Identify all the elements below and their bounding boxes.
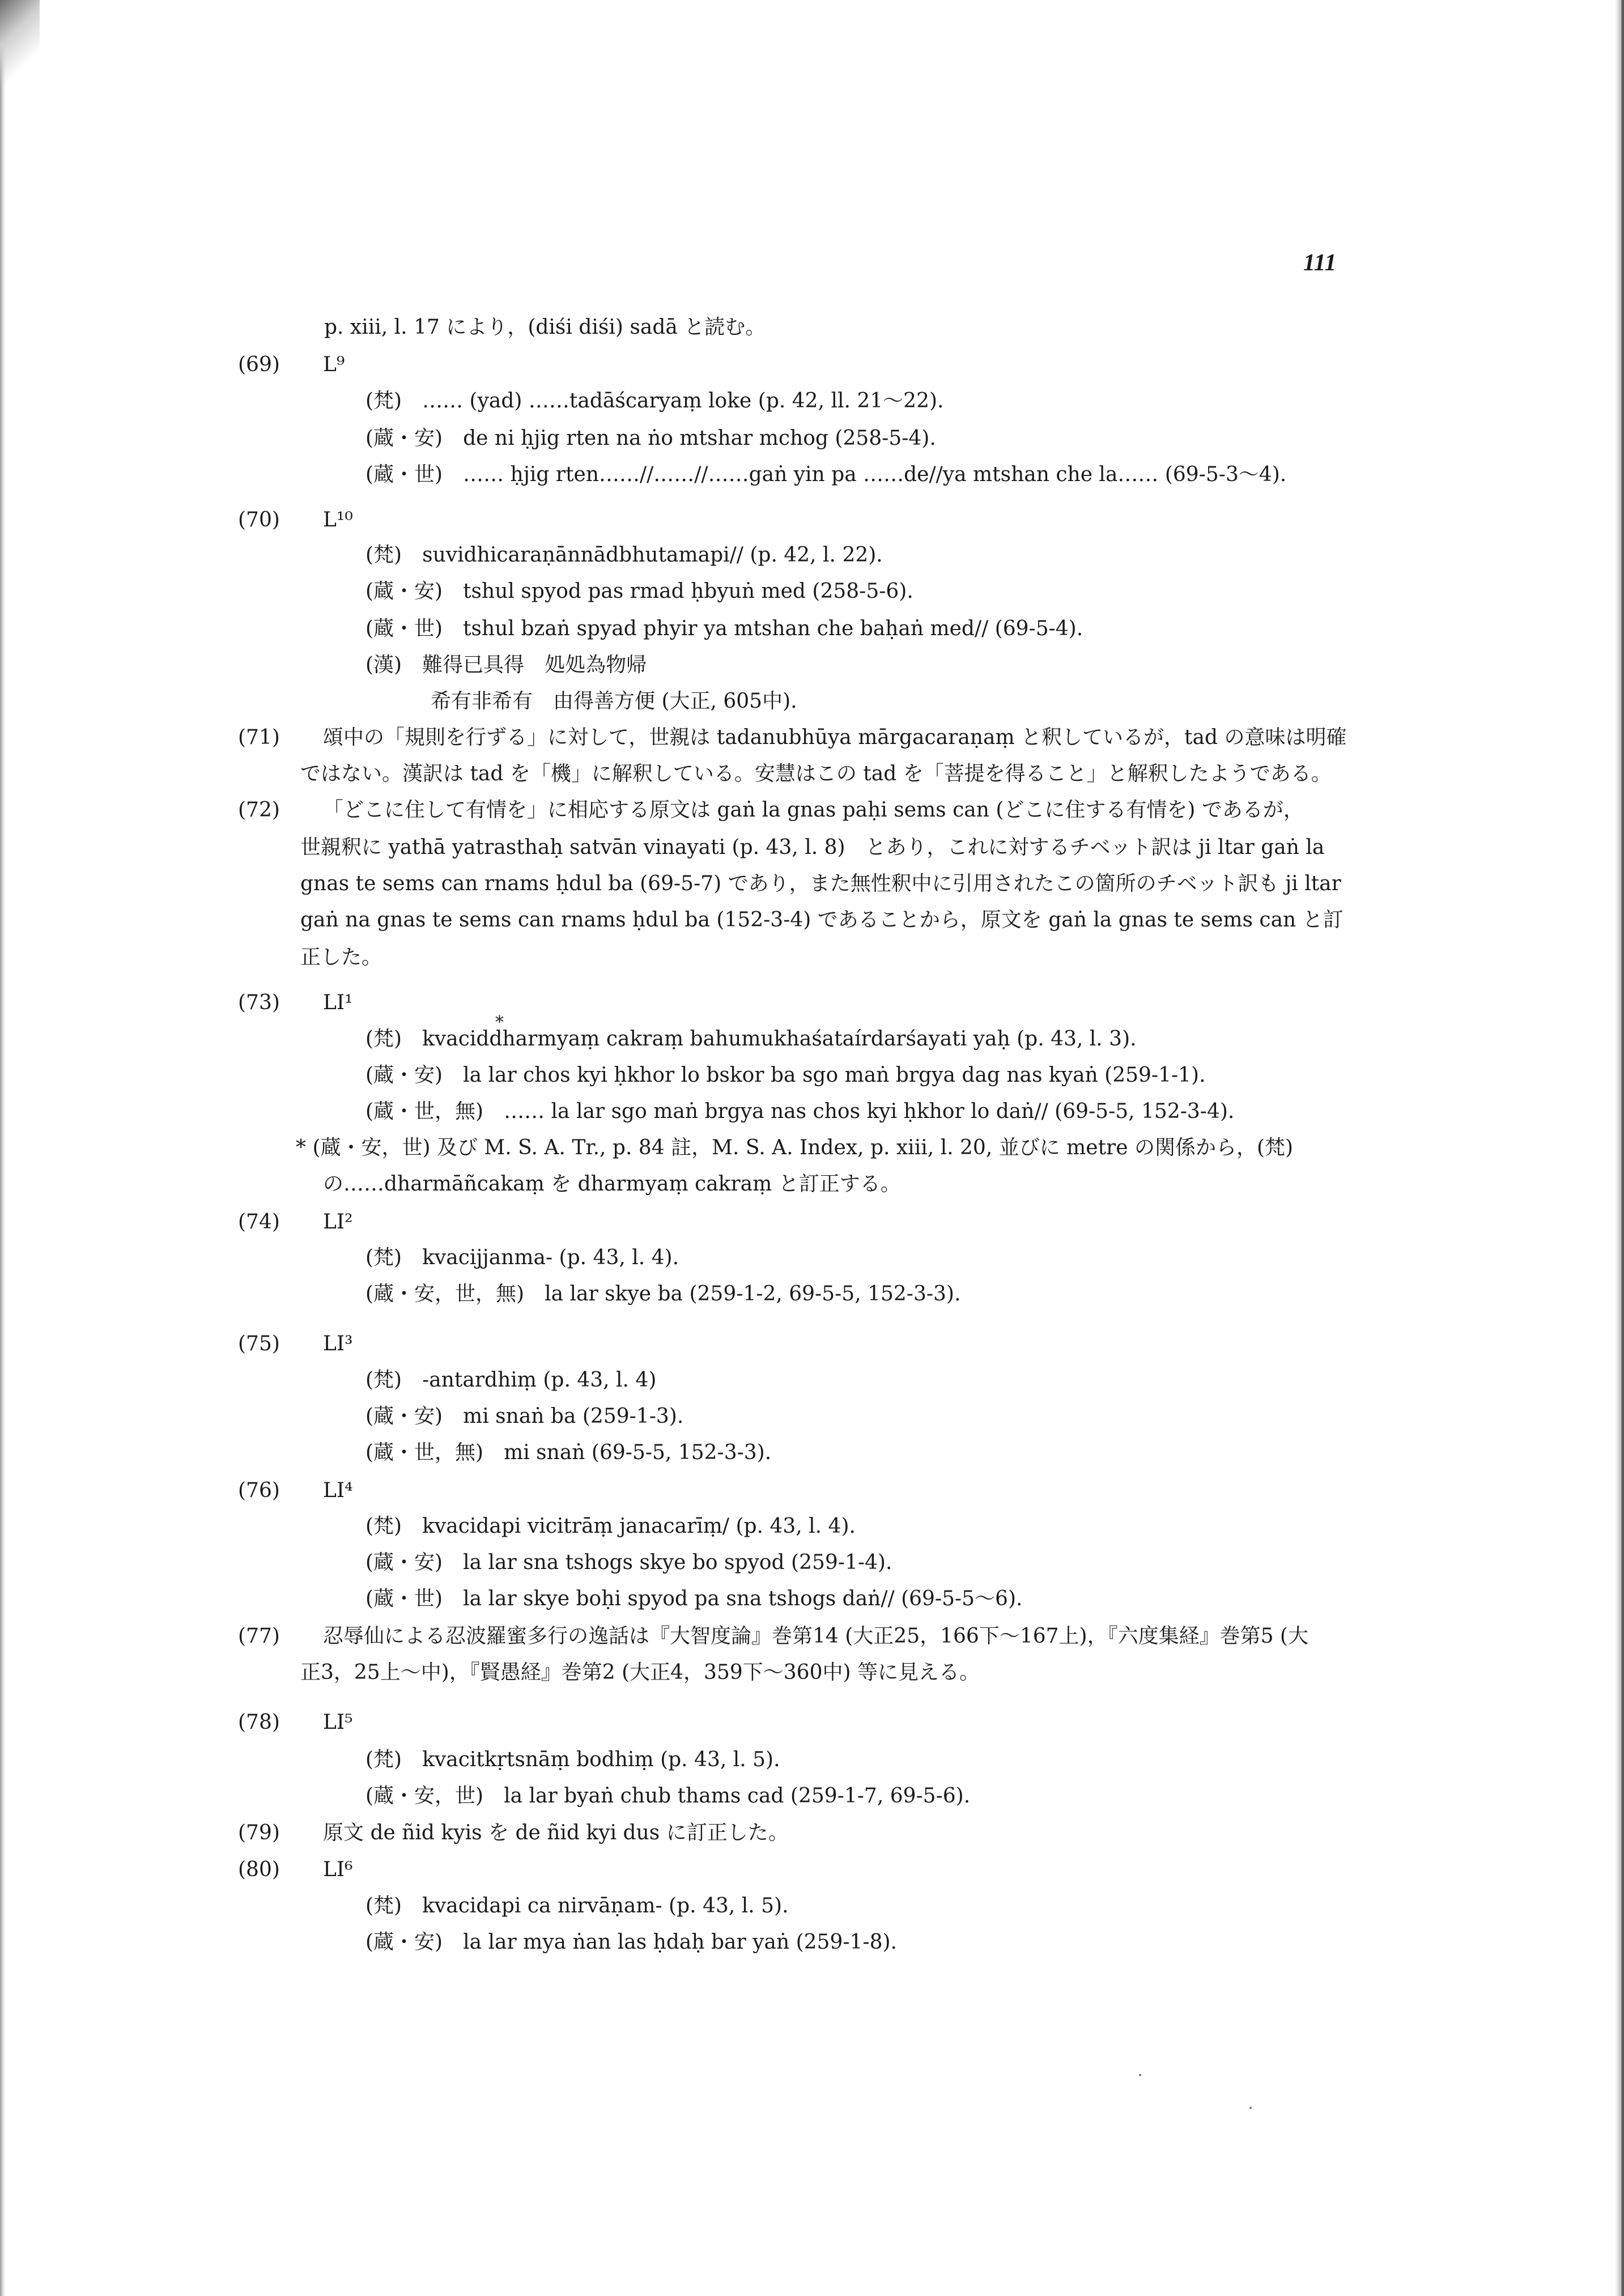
text-line: (蔵・世，無) …… la lar sgo maṅ brgya nas chos kyi ḥkhor lo daṅ// (69-5-5, 152-3-4).: [365, 1100, 1235, 1123]
text-line: (梵) kvacidapi vicitrāṃ janacarīṃ/ (p. 43, l. 4).: [365, 1515, 856, 1538]
text-line: (蔵・安) mi snaṅ ba (259-1-3).: [365, 1405, 684, 1428]
text-line: (梵) kvaciddharmyaṃ cakraṃ bahumukhaśataírdarśayati yaḥ (p. 43, l. 3).: [365, 1027, 1137, 1051]
text-line: (蔵・安) de ni ḥjig rten na ṅo mtshar mchog (258-5-4).: [365, 427, 936, 450]
text-line: (蔵・安，世) la lar byaṅ chub thams cad (259-1-7, 69-5-6).: [365, 1784, 971, 1808]
page-edge-left: [0, 0, 6, 2296]
note-number-70: (70): [238, 508, 280, 532]
note-number-73: (73): [238, 991, 280, 1014]
footnote-line: の……dharmāñcakaṃ を dharmyaṃ cakraṃ と訂正する。: [323, 1172, 901, 1196]
text-line: 世親釈に yathā yatrasthaḥ satvān vinayati (p. 43, l. 8) とあり，これに対するチベット訳は ji ltar gaṅ la: [300, 836, 1325, 859]
note-label: L¹⁰: [323, 508, 353, 532]
note-number-71: (71): [238, 726, 280, 749]
note-number-74: (74): [238, 1210, 280, 1234]
page-corner-shadow: [0, 0, 40, 91]
text-line: (梵) kvacidapi ca nirvāṇam- (p. 43, l. 5).: [365, 1894, 789, 1917]
text-line: 「どこに住して有情を」に相応する原文は gaṅ la gnas paḥi sems can (どこに住する有情を) であるが，: [323, 798, 1304, 822]
text-line: 頌中の「規則を行ずる」に対して，世親は tadanubhūya mārgacaraṇaṃ と釈しているが，tad の意味は明確: [323, 726, 1347, 749]
text-line: (梵) kvacitkṛtsnāṃ bodhiṃ (p. 43, l. 5).: [365, 1748, 780, 1771]
note-label: LI¹: [323, 991, 353, 1014]
text-line: 原文 de ñid kyis を de ñid kyi dus に訂正した。: [323, 1821, 789, 1844]
note-label: LI²: [323, 1210, 353, 1234]
text-line: 正3，25上～中)，『賢愚経』巻第2 (大正4，359下～360中) 等に見える。: [300, 1661, 980, 1684]
text-line: (蔵・安，世，無) la lar skye ba (259-1-2, 69-5-5, 152-3-3).: [365, 1282, 961, 1306]
text-line: (蔵・安) la lar mya ṅan las ḥdaḥ bar yaṅ (259-1-8).: [365, 1931, 897, 1954]
text-line: (蔵・安) la lar chos kyi ḥkhor lo bskor ba sgo maṅ brgya dag nas kyaṅ (259-1-1).: [365, 1064, 1206, 1087]
note-number-69: (69): [238, 353, 280, 376]
text-line: (漢) 難得已具得 処処為物帰: [365, 653, 647, 677]
page-edge-right: [1615, 0, 1624, 2296]
note-label: LI³: [323, 1332, 353, 1355]
note-number-78: (78): [238, 1711, 280, 1734]
text-line: p. xiii, l. 17 により，(diśi diśi) sadā と読む。: [324, 316, 766, 339]
text-line: 正した。: [300, 946, 382, 969]
note-number-77: (77): [238, 1625, 280, 1648]
text-line: (梵) …… (yad) ……tadāścaryaṃ loke (p. 42, ll. 21～22).: [365, 389, 944, 413]
text-line: (梵) -antardhiṃ (p. 43, l. 4): [365, 1368, 657, 1392]
text-line: gaṅ na gnas te sems can rnams ḥdul ba (152-3-4) であることから，原文を gaṅ la gnas te sems can と訂: [300, 908, 1344, 932]
text-line: (梵) kvacijjanma- (p. 43, l. 4).: [365, 1246, 679, 1269]
footnote-line: * (蔵・安，世) 及び M. S. A. Tr., p. 84 註，M. S. A. Index, p. xiii, l. 20, 並びに metre の関係から，(梵): [296, 1136, 1294, 1159]
note-number-76: (76): [238, 1479, 280, 1502]
note-number-75: (75): [238, 1332, 280, 1355]
note-number-72: (72): [238, 798, 280, 822]
text-line: (蔵・世) …… ḥjig rten……//……//……gaṅ yin pa ……de//ya mtshan che la…… (69-5-3～4).: [365, 463, 1287, 486]
text-line: (梵) suvidhicaraṇānnādbhutamapi// (p. 42, l. 22).: [365, 543, 883, 567]
note-number-80: (80): [238, 1858, 280, 1881]
text-line: (蔵・世，無) mi snaṅ (69-5-5, 152-3-3).: [365, 1441, 772, 1464]
text-line: (蔵・安) la lar sna tshogs skye bo spyod (259-1-4).: [365, 1551, 892, 1574]
note-label: LI⁴: [323, 1479, 353, 1502]
text-line: 希有非希有 由得善方便 (大正, 605中).: [431, 690, 797, 713]
note-label: L⁹: [323, 353, 345, 376]
note-number-79: (79): [238, 1821, 280, 1844]
page-number: 111: [1303, 250, 1337, 276]
text-line: (蔵・安) tshul spyod pas rmad ḥbyuṅ med (258-5-6).: [365, 580, 913, 603]
note-label: LI⁵: [323, 1711, 353, 1734]
text-line: ではない。漢訳は tad を「機」に解釈している。安慧はこの tad を「菩提を得ること」と解釈したようである。: [300, 762, 1332, 785]
note-label: LI⁶: [323, 1858, 353, 1881]
text-line: 忍辱仙による忍波羅蜜多行の逸話は『大智度論』巻第14 (大正25，166下～167上)，『六度集経』巻第5 (大: [323, 1625, 1308, 1648]
asterisk-mark: *: [495, 1013, 504, 1032]
text-line: gnas te sems can rnams ḥdul ba (69-5-7) であり，また無性釈中に引用されたこの箇所のチベット訳も ji ltar: [300, 872, 1341, 895]
text-line: (蔵・世) tshul bzaṅ spyad phyir ya mtshan che baḥaṅ med// (69-5-4).: [365, 617, 1083, 640]
text-line: (蔵・世) la lar skye boḥi spyod pa sna tshogs daṅ// (69-5-5～6).: [365, 1587, 1023, 1610]
